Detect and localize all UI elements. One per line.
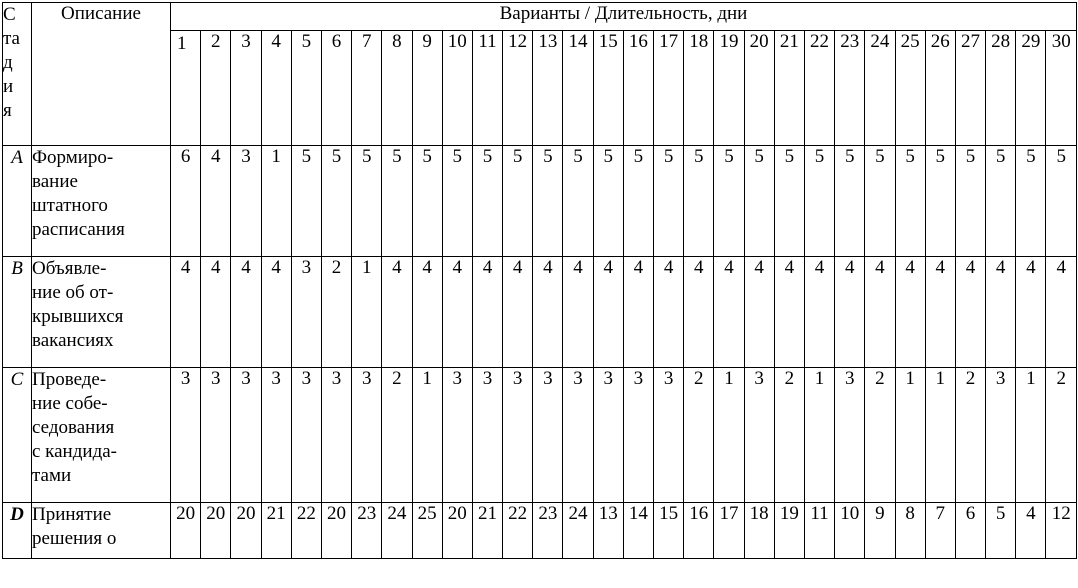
variant-number-26: 26 [925,31,955,146]
variant-number-12: 12 [503,31,533,146]
variants-header: Варианты / Длительность, дни [171,3,1077,31]
duration-cell: 22 [291,503,321,559]
duration-cell: 4 [714,257,744,368]
variant-number-15: 15 [593,31,623,146]
variant-number-21: 21 [774,31,804,146]
duration-cell: 4 [895,257,925,368]
duration-cell: 4 [231,257,261,368]
table-row [3,368,1077,503]
stage-cell: C [3,368,32,503]
duration-cell: 1 [714,368,744,503]
duration-cell: 4 [171,257,201,368]
variant-number-7: 7 [352,31,382,146]
duration-cell: 5 [1016,146,1046,257]
duration-cell: 24 [563,503,593,559]
duration-cell: 4 [201,257,231,368]
variant-number-10: 10 [442,31,472,146]
duration-cell: 6 [955,503,985,559]
duration-cell: 22 [503,503,533,559]
duration-cell: 20 [321,503,351,559]
duration-cell: 6 [171,146,201,257]
duration-cell: 4 [201,146,231,257]
duration-cell: 5 [1046,146,1077,257]
duration-cell: 3 [442,368,472,503]
duration-cell: 4 [503,257,533,368]
duration-cell: 1 [925,368,955,503]
duration-cell: 4 [654,257,684,368]
duration-cell: 1 [895,368,925,503]
duration-cell: 4 [1016,503,1046,559]
duration-cell: 5 [563,146,593,257]
duration-cell: 3 [654,368,684,503]
duration-cell: 19 [774,503,804,559]
variant-number-22: 22 [804,31,834,146]
duration-cell: 5 [654,146,684,257]
variant-number-25: 25 [895,31,925,146]
duration-cell: 1 [412,368,442,503]
stage-cell: B [3,257,32,368]
variant-number-18: 18 [684,31,714,146]
duration-cell: 4 [533,257,563,368]
duration-cell: 4 [1016,257,1046,368]
duration-cell: 5 [503,146,533,257]
duration-cell: 4 [563,257,593,368]
variant-number-9: 9 [412,31,442,146]
duration-cell: 3 [835,368,865,503]
duration-cell: 25 [412,503,442,559]
description-cell: Формиро- вание штатного расписания [32,146,171,257]
duration-cell: 23 [533,503,563,559]
table-row [3,503,1077,559]
variant-number-4: 4 [261,31,291,146]
duration-cell: 12 [1046,503,1077,559]
duration-cell: 13 [593,503,623,559]
duration-cell: 4 [925,257,955,368]
duration-cell: 9 [865,503,895,559]
duration-cell: 5 [925,146,955,257]
duration-cell: 2 [684,368,714,503]
duration-cell: 4 [623,257,653,368]
variant-number-13: 13 [533,31,563,146]
duration-cell: 8 [895,503,925,559]
duration-cell: 2 [955,368,985,503]
variant-number-29: 29 [1016,31,1046,146]
duration-cell: 4 [1046,257,1077,368]
duration-cell: 2 [865,368,895,503]
variant-number-8: 8 [382,31,412,146]
duration-cell: 4 [744,257,774,368]
duration-cell: 3 [563,368,593,503]
durations-table [2,2,1077,559]
duration-cell: 24 [382,503,412,559]
variant-number-17: 17 [654,31,684,146]
duration-cell: 21 [472,503,502,559]
duration-cell: 5 [593,146,623,257]
duration-cell: 3 [201,368,231,503]
duration-cell: 5 [382,146,412,257]
duration-cell: 3 [503,368,533,503]
duration-cell: 2 [321,257,351,368]
variant-number-30: 30 [1046,31,1077,146]
table-row [3,146,1077,257]
duration-cell: 4 [804,257,834,368]
variant-number-28: 28 [986,31,1016,146]
duration-cell: 4 [593,257,623,368]
duration-cell: 4 [472,257,502,368]
duration-cell: 2 [774,368,804,503]
duration-cell: 4 [684,257,714,368]
duration-cell: 5 [744,146,774,257]
duration-cell: 4 [382,257,412,368]
duration-cell: 5 [986,146,1016,257]
duration-cell: 5 [352,146,382,257]
variant-number-27: 27 [955,31,985,146]
duration-cell: 5 [895,146,925,257]
duration-cell: 10 [835,503,865,559]
duration-cell: 14 [623,503,653,559]
duration-cell: 3 [291,257,321,368]
duration-cell: 4 [865,257,895,368]
duration-cell: 16 [684,503,714,559]
duration-cell: 5 [714,146,744,257]
variant-number-1: 1 [171,31,201,146]
header-row-top [3,3,1077,31]
stage-cell: A [3,146,32,257]
duration-cell: 5 [321,146,351,257]
duration-cell: 1 [261,146,291,257]
duration-cell: 1 [1016,368,1046,503]
variant-number-19: 19 [714,31,744,146]
duration-cell: 4 [955,257,985,368]
duration-cell: 17 [714,503,744,559]
duration-cell: 4 [986,257,1016,368]
duration-cell: 20 [171,503,201,559]
page [0,2,1078,559]
duration-cell: 7 [925,503,955,559]
duration-cell: 5 [472,146,502,257]
duration-cell: 20 [442,503,472,559]
duration-cell: 1 [804,368,834,503]
duration-cell: 3 [231,368,261,503]
description-cell: Объявле- ние об от- крывшихся вакансиях [32,257,171,368]
duration-cell: 5 [835,146,865,257]
stage-header-label: С та д и я [3,4,20,121]
duration-cell: 3 [261,368,291,503]
duration-cell: 21 [261,503,291,559]
variant-number-5: 5 [291,31,321,146]
duration-cell: 20 [231,503,261,559]
duration-cell: 5 [533,146,563,257]
duration-cell: 4 [412,257,442,368]
variant-number-20: 20 [744,31,774,146]
duration-cell: 5 [986,503,1016,559]
duration-cell: 5 [623,146,653,257]
duration-cell: 5 [774,146,804,257]
variant-number-14: 14 [563,31,593,146]
stage-column-header [3,3,32,146]
duration-cell: 11 [804,503,834,559]
description-cell: Проведе- ние собе- седования с кандида- тами [32,368,171,503]
duration-cell: 5 [442,146,472,257]
duration-cell: 23 [352,503,382,559]
duration-cell: 3 [231,146,261,257]
duration-cell: 3 [321,368,351,503]
duration-cell: 4 [774,257,804,368]
variant-number-11: 11 [472,31,502,146]
variant-number-2: 2 [201,31,231,146]
variant-number-23: 23 [835,31,865,146]
duration-cell: 2 [382,368,412,503]
stage-cell: D [3,503,32,559]
duration-cell: 5 [955,146,985,257]
duration-cell: 4 [835,257,865,368]
duration-cell: 3 [171,368,201,503]
duration-cell: 18 [744,503,774,559]
duration-cell: 1 [352,257,382,368]
duration-cell: 5 [412,146,442,257]
description-column-header: Описание [32,3,171,146]
variant-number-24: 24 [865,31,895,146]
duration-cell: 5 [684,146,714,257]
duration-cell: 15 [654,503,684,559]
duration-cell: 3 [744,368,774,503]
duration-cell: 4 [261,257,291,368]
table-row [3,257,1077,368]
variant-number-6: 6 [321,31,351,146]
duration-cell: 3 [986,368,1016,503]
duration-cell: 5 [804,146,834,257]
duration-cell: 4 [442,257,472,368]
duration-cell: 2 [1046,368,1077,503]
duration-cell: 5 [865,146,895,257]
duration-cell: 5 [291,146,321,257]
variant-number-3: 3 [231,31,261,146]
description-cell: Принятие решения о [32,503,171,559]
duration-cell: 3 [472,368,502,503]
duration-cell: 3 [352,368,382,503]
duration-cell: 20 [201,503,231,559]
variant-number-16: 16 [623,31,653,146]
duration-cell: 3 [533,368,563,503]
duration-cell: 3 [593,368,623,503]
duration-cell: 3 [291,368,321,503]
duration-cell: 3 [623,368,653,503]
